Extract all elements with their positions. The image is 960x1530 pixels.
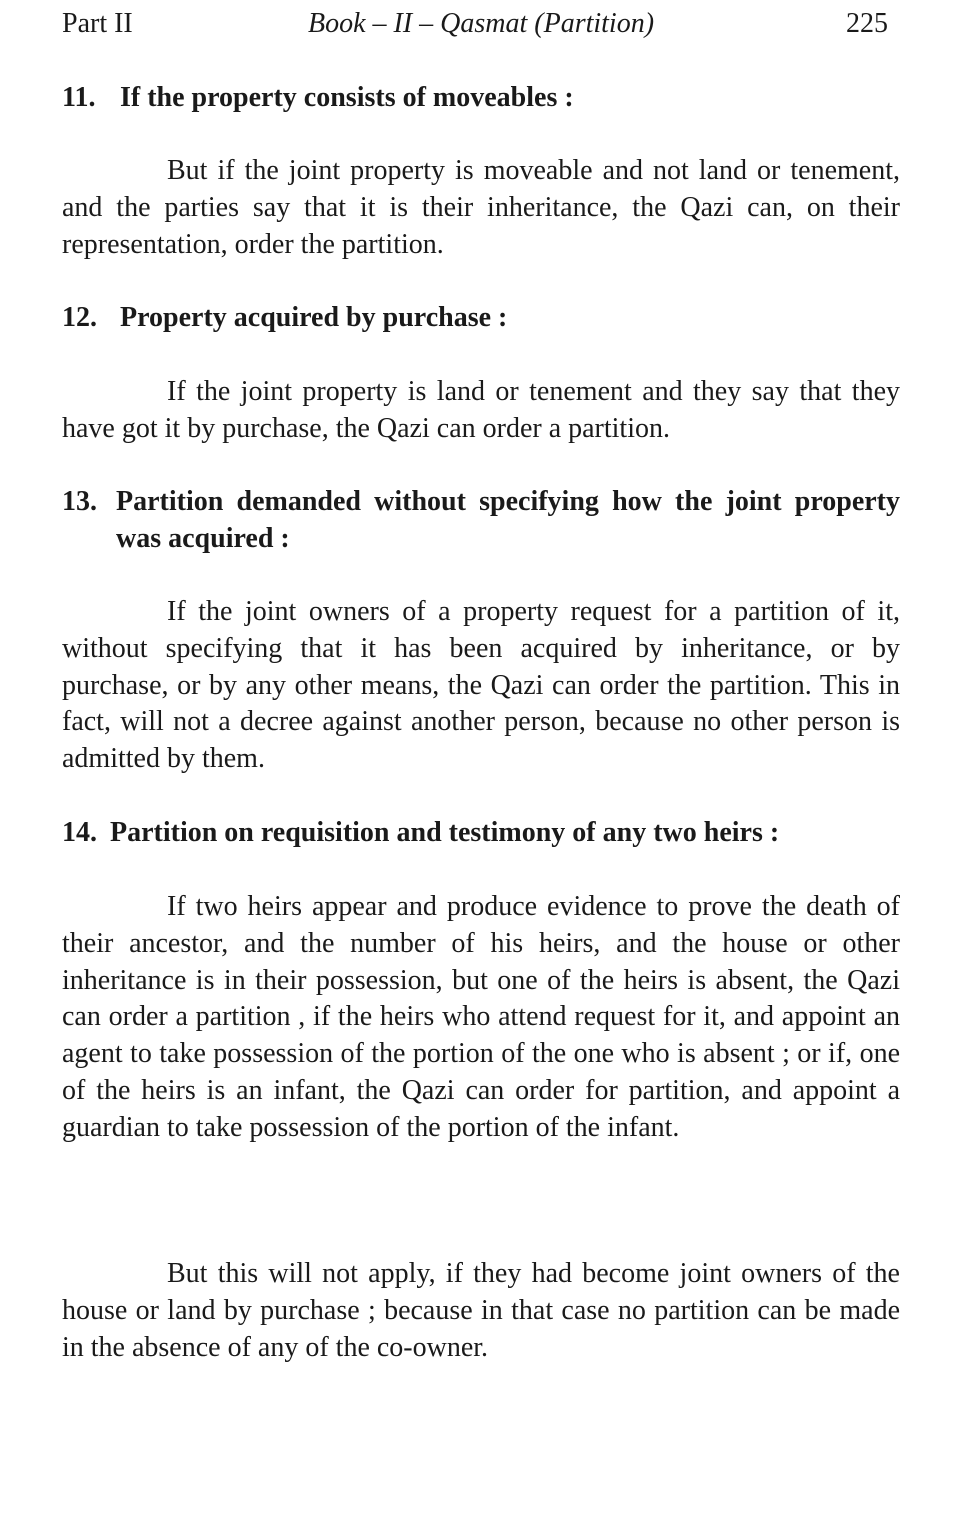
section-14-paragraph-2: But this will not apply, if they had become joint owners of the house or land by purchase ; because in that case no partition can be made in the absence of any of the co-owner. [62,1258,900,1363]
part-label: Part II [62,8,133,39]
section-13-paragraph: If the joint owners of a property request for a partition of it, without specifying that it has been acquired by inheritance, or by purchase, or by any other means, the Qazi can order the partition. This in fact, will not a decree against another person, because no other person is admitted by them. [62,596,900,775]
section-heading-13 [62,484,900,557]
book-title: Book – II – Qasmat (Partition) [307,8,655,39]
section-11-paragraph: But if the joint property is moveable and not land or tenement, and the parties say that it is their inheritance, the Qazi can, on their representation, order the partition. [62,155,900,260]
section-heading-12 [62,300,900,337]
section-number: 13. [62,486,97,517]
section-heading-11 [62,80,900,117]
section-number: 14. [62,817,97,848]
section-number: 12. [62,302,97,333]
running-header [62,4,900,44]
page-number: 225 [846,8,888,39]
section-title: If the property consists of moveables : [120,82,574,113]
section-title: Partition on requisition and testimony of any two heirs : [110,817,780,848]
section-heading-14 [62,815,900,852]
section-14-paragraph-1: If two heirs appear and produce evidence to prove the death of their ancestor, and the number of his heirs, and the house or other inheritance is in their possession, but one of the heirs is absent, the Qazi can order a partition , if the heirs who attend request for it, and appoint an agent to take possession of the portion of the one who is absent ; or if, one of the heirs is an infant, the Qazi can order for partition, and appoint a guardian to take possession of the portion of the infant. [62,891,900,1143]
section-title: Partition demanded without specifying how the joint property was acquired : [116,486,900,554]
section-number: 11. [62,82,96,113]
section-title: Property acquired by purchase : [120,302,508,333]
section-12-paragraph: If the joint property is land or tenement and they say that they have got it by purchase, the Qazi can order a partition. [62,376,900,444]
